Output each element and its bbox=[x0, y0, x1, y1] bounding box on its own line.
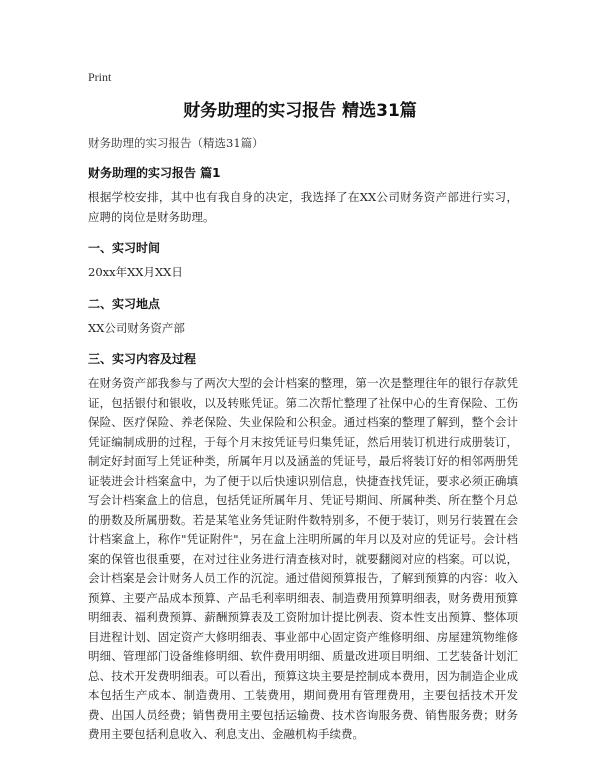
section-heading-content: 三、实习内容及过程 bbox=[88, 352, 197, 366]
article-heading: 财务助理的实习报告 篇1 bbox=[88, 166, 221, 180]
intro-paragraph: 根据学校安排，其中也有我自身的决定，我选择了在XX公司财务资产部进行实习，应聘的岗位是财务助理。 bbox=[88, 190, 518, 224]
section-body-content: 在财务资产部我参与了两次大型的会计档案的整理，第一次是整理往年的银行存款凭证，包括银付和银收，以及转账凭证。第二次帮忙整理了社保中心的生育保险、工伤保险、医疗保险、养老保险、失业保险和公积金。通过档案的整理了解到，整个会计凭证编制成册的过程，于每个月末按凭证号归集凭证，然后用装订机进行成册装订，制定好封面写上凭证种类，所属年月以及涵盖的凭证号，最后将装订好的相邻两册凭证装进会计档案盒中，为了便于以后快速识别信息，快捷查找凭证，要求必须正确填写会计档案盒上的信息，包括凭证所属年月、凭证号期间、所属种类、所在整个月总的册数及所属册数。若是某笔业务凭证附件数特别多，不便于装订，则另行装置在会计档案盒上，称作"凭证附件"，另在盒上注明所属的年月以及对应的凭证号。会计档案的保管也很重要，在对过往业务进行清查核对时，就要翻阅对应的档案。可以说，会计档案是会计财务人员工作的沉淀。通过借阅预算报告，了解到预算的内容：收入预算、主要产品成本预算、产品毛利率明细表、制造费用预算明细表，财务费用预算明细表、福利费预算、薪酬预算表及工资附加计提比例表、资本性支出预算、整体项目进程计划、固定资产大修明细表、事业部中心固定资产维修明细、房屋建筑物维修明细、管理部门设备维修明细、软件费用明细、质量改进项目明细、工艺装备计划汇总、技术开发费明细表。可以看出，预算这块主要是控制成本费用，因为制造企业成本包括生产成本、制造费用、工装费用，期间费用有管理费用，主要包括技术开发费、出国人员经费；销售费用主要包括运输费、技术咨询服务费、销售服务费；财务费用主要包括利息收入、利息支出、金融机构手续费。 bbox=[88, 376, 518, 741]
section-heading-location: 二、实习地点 bbox=[88, 296, 161, 311]
document-subtitle: 财务助理的实习报告（精选31篇） bbox=[88, 136, 264, 150]
section-body-location: XX公司财务资产部 bbox=[88, 320, 185, 335]
page-title: 财务助理的实习报告 精选31篇 bbox=[183, 101, 417, 121]
print-label: Print bbox=[88, 70, 112, 84]
section-heading-time: 一、实习时间 bbox=[88, 241, 161, 255]
section-body-time: 20xx年XX月XX日 bbox=[88, 265, 183, 279]
document-body bbox=[88, 134, 518, 745]
